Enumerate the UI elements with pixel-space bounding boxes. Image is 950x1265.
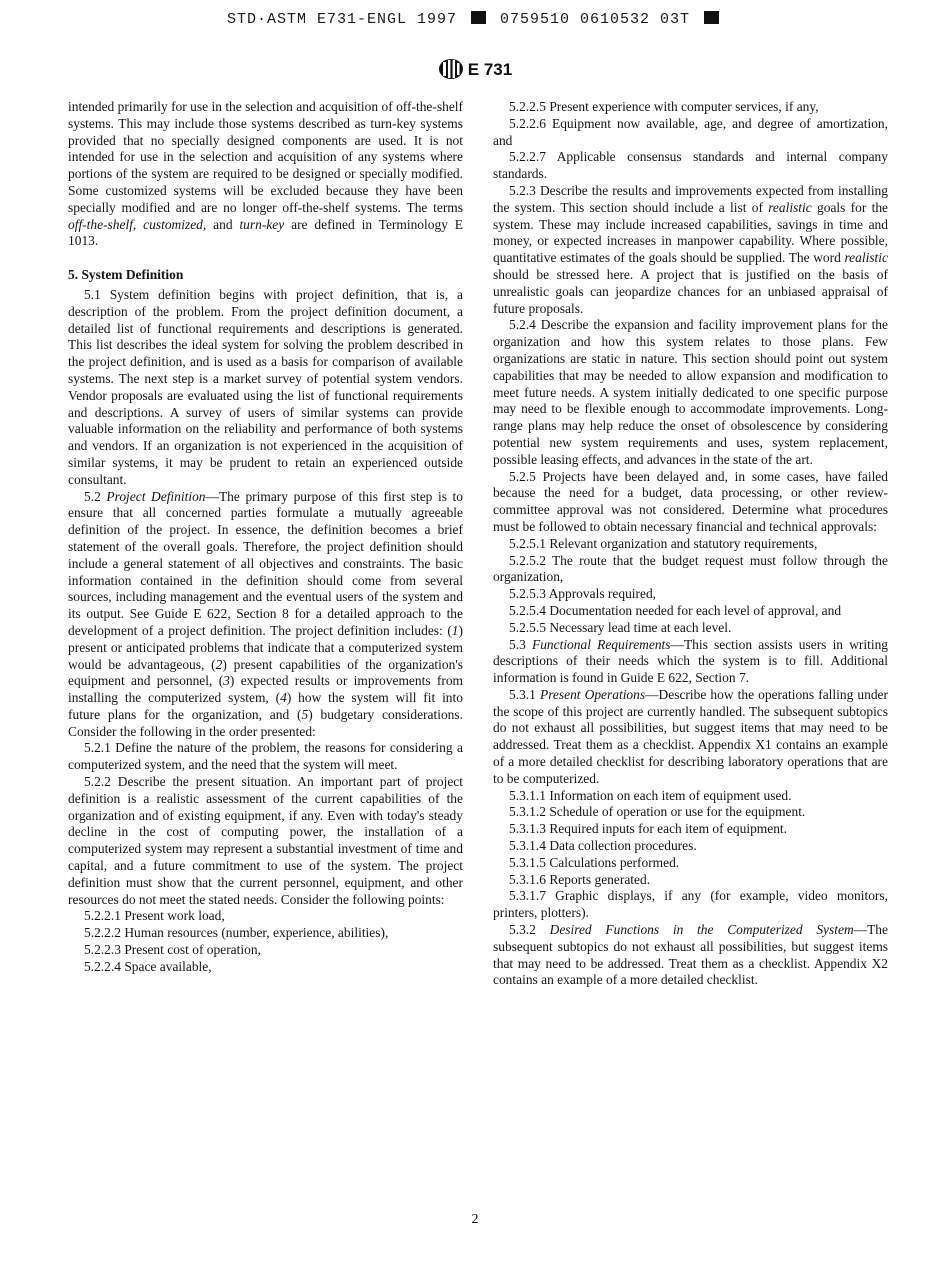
left-column [68,99,463,976]
paragraph-5-3-1: 5.3.1 Present Operations—Describe how the operations falling under the scope of this project are currently handled. The subsequent subtopics do not exhaust all possibilities, but suggest items that may need to be addressed. Treat them as a checklist. Appendix X1 contains an example of a more detailed checklist for describing laboratory operations that are to be computerized. [493,686,888,786]
paragraph-5-2-5: 5.2.5 Projects have been delayed and, in some cases, have failed because the need for a budget, data processing, or other review-committee approval was not considered. Determine what procedures must be followed to obtain necessary financial and technical approvals: [493,468,888,534]
list-item: 5.2.5.2 The route that the budget request must follow through the organization, [493,552,888,585]
list-item: 5.3.1.2 Schedule of operation or use for the equipment. [509,804,806,820]
black-bar-icon [704,11,719,24]
list-item: 5.3.1.7 Graphic displays, if any (for example, video monitors, printers, plotters). [493,888,888,921]
document-code-right: 0759510 0610532 03T [500,11,691,28]
document-code-left: STD·ASTM E731-ENGL 1997 [226,11,457,28]
list-item: 5.3.1.4 Data collection procedures. [509,838,697,854]
list-item: 5.2.2.3 Present cost of operation, [84,942,261,958]
document-code-header [0,11,950,28]
list-item: 5.2.2.4 Space available, [84,958,212,974]
list-item: 5.2.2.7 Applicable consensus standards and internal company standards. [493,149,888,182]
page-number: 2 [471,1212,479,1227]
paragraph-5-3-2: 5.3.2 Desired Functions in the Computerized System—The subsequent subtopics do not exhaust all possibilities, but suggest items that may need to be addressed. Treat them as a checklist. Appendix X2 contains an example of a more detailed checklist. [493,922,888,988]
list-item: 5.3.1.6 Reports generated. [509,871,651,887]
paragraph-5-2: 5.2 Project Definition—The primary purpose of this first step is to ensure that all concerned parties formulate a mutually agreeable definition of the project. In essence, the definition becomes a brief statement of the overall goals. Therefore, the project definition should include a general statement of all objectives and constraints. The basic information contained in the definition should come from several sources, including management and the eventual users of the system and its output. See Guide E 622, Section 8 for a detailed approach to the development of a project definition. The project definition includes: (1) present or anticipated problems that indicate that a computerized system would be advantageous, (2) present capabilities of the organization's equipment and personnel, (3) expected results or improvements from installing the computerized system, (4) how the system will fit into future plans for the organization, and (5) budgetary considerations. Consider the following in the order presented: [68,488,463,739]
list-item: 5.2.2.5 Present experience with computer services, if any, [509,99,819,114]
standard-designation [0,58,950,80]
designation-text: E 731 [467,60,513,79]
list-item: 5.2.2.1 Present work load, [84,908,225,924]
right-column [493,99,888,989]
list-item: 5.2.2.6 Equipment now available, age, and degree of amortization, and [493,115,888,148]
list-item: 5.3.1.5 Calculations performed. [509,854,680,870]
paragraph-5-1: 5.1 System definition begins with project definition, that is, a description of the problem. From the project definition document, a detailed list of functional requirements and descriptions is generated. This list describes the ideal system for solving the problem described in the project definition, and is used as a basis for comparison of available systems. The next step is a market survey of potential system vendors. Vendor proposals are evaluated using the list of functional requirements and descriptions. A survey of users of similar systems can provide valuable information on the reliability and performance of both systems and vendors. If an organization is not experienced in the acquisition of similar systems, it may be prudent to retain an experienced outside consultant. [68,286,463,487]
scope-paragraph-continued: intended primarily for use in the selection and acquisition of off-the-shelf systems. This may include those systems described as turn-key systems provided that no specially designed components are used. It is not intended for use in the selection and acquisition of any systems where portions of the system are required to be designed or specially modified. Some customized systems will be excluded because they have been specially modified and are no longer off-the-shelf systems. The terms off-the-shelf, customized, and turn-key are defined in Terminology E 1013. [68,99,464,249]
paragraph-5-2-4: 5.2.4 Describe the expansion and facility improvement plans for the organization and how this system relates to those plans. Few organizations are static in nature. This section should point out system capabilities that may be needed to allow expansion and modification to meet future needs. A system initially dedicated to one specific purpose may need to be flexible enough to accommodate improvements. Long-range plans may help reduce the onset of obsolescence by considering potential new system requirements and uses, system replacement, possible leasing effects, and advances in the state of the art. [493,317,888,467]
list-item: 5.2.5.4 Documentation needed for each level of approval, and [509,602,842,618]
list-item: 5.2.2.2 Human resources (number, experience, abilities), [84,925,389,941]
list-item: 5.2.5.5 Necessary lead time at each level. [509,619,732,635]
list-item: 5.3.1.1 Information on each item of equipment used. [509,787,792,803]
astm-logo-icon [438,58,464,80]
paragraph-5-2-1: 5.2.1 Define the nature of the problem, the reasons for considering a computerized system, and the need that the system will meet. [68,740,463,773]
paragraph-5-3: 5.3 Functional Requirements—This section assists users in writing descriptions of their needs which the system is to fill. Additional information is found in Guide E 622, Section 7. [493,636,889,686]
paragraph-5-2-3: 5.2.3 Describe the results and improvements expected from installing the system. This section should include a list of realistic goals for the system. These may include increased capabilities, savings in time and money, or expected increases in manpower capability. Where possible, quantitative estimates of the goals should be supplied. The word realistic should be stressed here. A project that is justified on the basis of unrealistic goals can jeopardize chances for an unbiased appraisal of future proposals. [493,182,888,316]
list-item: 5.2.5.3 Approvals required, [509,586,657,602]
list-item: 5.3.1.3 Required inputs for each item of equipment. [509,821,788,837]
paragraph-5-2-2: 5.2.2 Describe the present situation. An important part of project definition is a realistic assessment of the current capabilities of the organization and of existing equipment, if any. Even with today's steady decline in the cost of computing power, the installation of a computerized system may represent a substantial investment of time and capital, and a future commitment to use of the system. The project definition must show that the current personnel, equipment, and other resources do not meet the stated needs. Consider the following points: [68,774,463,907]
section-heading-system-definition: 5. System Definition [68,267,184,283]
black-bar-icon [471,11,486,24]
list-item: 5.2.5.1 Relevant organization and statutory requirements, [509,535,818,551]
